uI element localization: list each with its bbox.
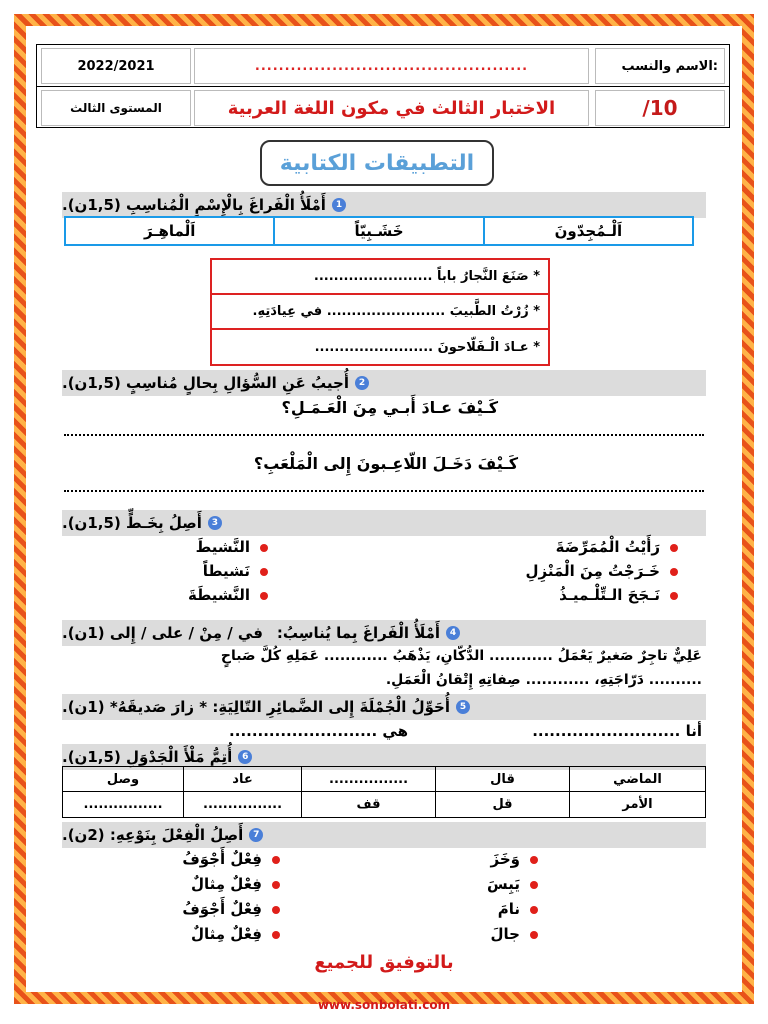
question-5-bar [62, 694, 706, 720]
fill-paragraph-line[interactable]: .......... دَرّاجَتِهِ، ............ صِفاتِهِ إِتْقانُ الْعَمَلِ. [385, 672, 702, 688]
question-2-bar [62, 370, 706, 396]
match-left-item[interactable]: النَّشيطَةَ [188, 586, 268, 604]
section-title: التطبيقات الكتابية [260, 140, 494, 186]
question-number-icon: 2 [355, 376, 369, 390]
table-cell: قال [435, 767, 569, 791]
table-cell: الأمر [569, 792, 705, 817]
bullet-icon [530, 881, 538, 889]
match-right-item[interactable]: جالَ [491, 925, 538, 943]
test-title: الاختبار الثالث في مكون اللغة العربية [194, 90, 589, 126]
good-luck-message: بالتوفيق للجميع [314, 952, 454, 973]
table-cell: عاد [183, 767, 301, 791]
question-7-bar [62, 822, 706, 848]
word-bank-item: اَلْـمُجِدّونَ [483, 218, 692, 244]
match-right-item[interactable]: وَخَزَ [491, 850, 538, 868]
answer-line[interactable] [64, 490, 704, 492]
match-right-item[interactable]: خَـرَجْتُ مِنَ الْمَنْزِلِ [526, 562, 679, 580]
bullet-icon [272, 906, 280, 914]
table-row [63, 792, 705, 817]
match-right-item[interactable]: رَأَيْتُ الْمُمَرِّضَةَ [556, 538, 678, 556]
conjugation-table [62, 766, 706, 818]
bullet-icon [530, 931, 538, 939]
name-label: الاسم والنسب: [595, 48, 725, 84]
question-4-bar [62, 620, 706, 646]
name-field[interactable]: .............................................. [194, 48, 589, 84]
word-bank-item: خَشَـبِيّاً [273, 218, 482, 244]
fill-sentence[interactable]: * زُرْتُ الطَّبيبَ ........................ في عِيادَتِهِ. [212, 295, 548, 330]
table-cell[interactable]: ................ [83, 797, 163, 812]
fill-sentences-table [210, 258, 550, 366]
question-4-title: أَمْلَأُ الْفَراغَ بِما يُناسِبُ: [276, 624, 441, 642]
question-number-icon: 7 [249, 828, 263, 842]
bullet-icon [272, 881, 280, 889]
question-number-icon: 5 [456, 700, 470, 714]
table-cell: الماضي [569, 767, 705, 791]
table-cell: قف [301, 792, 435, 817]
match-left-item[interactable]: فِعْلٌ أَجْوَفُ [182, 850, 280, 868]
match-left-item[interactable]: فِعْلٌ أَجْوَفُ [182, 900, 280, 918]
fill-paragraph-line[interactable]: عَلِيٌّ تاجِرٌ صَغيرٌ يَعْمَلُ ............ الدُّكّانِ، يَذْهَبُ ............ عَمَلِهِ كُلَّ صَباحٍ [220, 648, 702, 664]
question-2-prompt-1: كَـيْفَ عـادَ أَبـي مِنَ الْعَـمَـلِ؟ [281, 398, 498, 417]
table-cell: قل [435, 792, 569, 817]
match-left-item[interactable]: فِعْلٌ مِثالٌ [191, 875, 280, 893]
fill-sentence[interactable]: * عـادَ الْـفَلّاحونَ ........................ [314, 340, 540, 355]
bullet-icon [670, 544, 678, 552]
pronoun-answer-ana[interactable]: أنا .......................... [532, 722, 702, 740]
bullet-icon [670, 568, 678, 576]
question-number-icon: 4 [446, 626, 460, 640]
match-left-item[interactable]: فِعْلٌ مِثالٌ [191, 925, 280, 943]
question-3-bar [62, 510, 706, 536]
question-6-title: أُتِمُّ مَلْأَ الْجَدْوَلِ (1,5ن). [62, 748, 233, 766]
bullet-icon [530, 856, 538, 864]
question-5-title: أُحَوِّلُ الْجُمْلَةَ إِلى الضَّمائِرِ التّالِيَةِ: * زارَ صَديقَهُ* (1ن). [62, 698, 450, 716]
question-1-bar [62, 192, 706, 218]
question-number-icon: 1 [332, 198, 346, 212]
header-table [36, 44, 730, 128]
match-right-item[interactable]: نَـجَحَ الـتِّلْـميـذُ [559, 586, 678, 604]
table-row [63, 767, 705, 792]
question-2-prompt-2: كَـيْفَ دَخَـلَ اللّاعِـبونَ إِلى الْمَلْعَبِ؟ [253, 454, 518, 473]
grade-box: /10 [595, 90, 725, 126]
match-left-item[interactable]: النَّشيطَ [196, 538, 268, 556]
pronoun-answer-hiya[interactable]: هي .......................... [229, 722, 408, 740]
question-7-title: أَصِلُ الْفِعْلَ بِنَوْعِهِ: (2ن). [62, 826, 244, 844]
answer-line[interactable] [64, 434, 704, 436]
school-year: 2022/2021 [41, 48, 191, 84]
fill-sentence[interactable]: * صَنَعَ النَّجارُ باباً ........................ [212, 260, 548, 295]
match-right-item[interactable]: نامَ [498, 900, 538, 918]
question-4-options: في / مِنْ / على / إِلى (1ن). [62, 624, 263, 642]
question-3-title: أَصِلُ بِخَـطٍّ (1,5ن). [62, 514, 202, 532]
match-right-item[interactable]: يَبِسَ [487, 875, 538, 893]
question-number-icon: 6 [238, 750, 252, 764]
bullet-icon [272, 931, 280, 939]
bullet-icon [670, 592, 678, 600]
table-cell: وصل [106, 771, 140, 787]
word-bank-item: اَلْماهِـرَ [144, 222, 196, 240]
question-number-icon: 3 [208, 516, 222, 530]
question-1-title: أَمْلَأُ الْفَراغَ بِالْإِسْمِ الْمُناسِبِ (1,5ن). [62, 196, 326, 214]
bullet-icon [260, 592, 268, 600]
bullet-icon [530, 906, 538, 914]
table-cell[interactable]: ................ [301, 767, 435, 791]
bullet-icon [260, 544, 268, 552]
bullet-icon [272, 856, 280, 864]
word-bank [64, 216, 694, 246]
match-left-item[interactable]: نَشيطاً [203, 562, 268, 580]
table-cell[interactable]: ................ [183, 792, 301, 817]
bullet-icon [260, 568, 268, 576]
question-2-title: أُجيبُ عَنِ السُّؤالِ بِحالٍ مُناسِبٍ (1,5ن). [62, 374, 349, 392]
website-link[interactable]: www.sonbolati.com [317, 998, 451, 1012]
level-label: المستوى الثالث [41, 90, 191, 126]
